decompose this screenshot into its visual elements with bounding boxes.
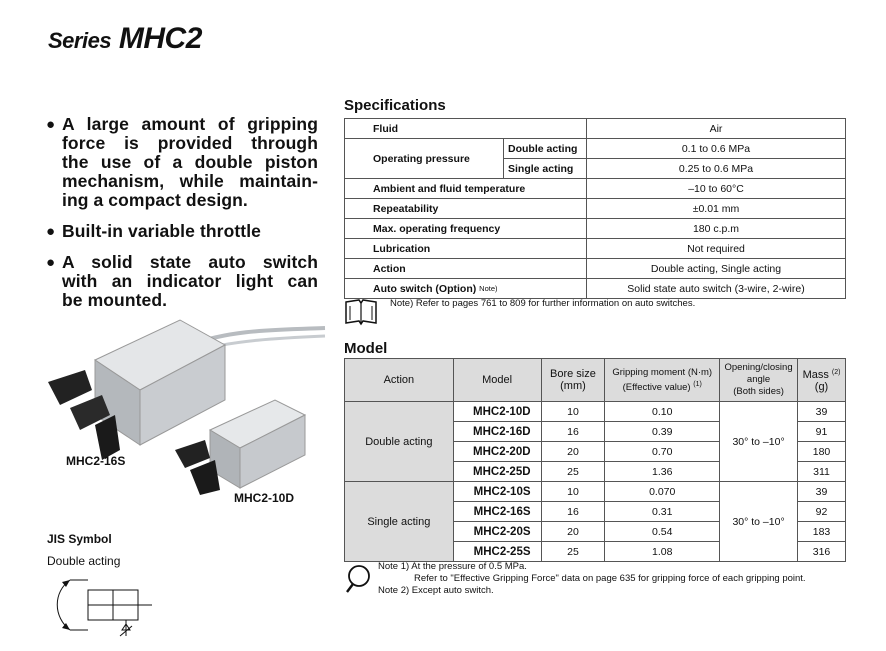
mass-cell: 39 <box>798 402 846 422</box>
spec-label: Ambient and fluid temperature <box>345 179 587 199</box>
col-header-model: Model <box>453 359 541 402</box>
bullet-icon: ● <box>46 223 56 240</box>
note-reference: Note) <box>479 283 498 293</box>
feature-line: A solid state auto switch <box>62 252 318 272</box>
series-name: MHC2 <box>118 22 202 55</box>
spec-value: 0.25 to 0.6 MPa <box>587 159 846 179</box>
page-title <box>48 22 202 56</box>
action-group-double: Double acting <box>345 402 454 482</box>
mass-cell: 92 <box>798 502 846 522</box>
mass-cell: 39 <box>798 482 846 502</box>
mass-cell: 311 <box>798 462 846 482</box>
spec-value: ±0.01 mm <box>587 199 846 219</box>
mass-cell: 316 <box>798 542 846 562</box>
model-cell: MHC2-20S <box>453 522 541 542</box>
table-row <box>345 402 846 422</box>
footnote-1: Note 1) At the pressure of 0.5 MPa. <box>378 561 527 572</box>
col-header-mass <box>798 359 846 402</box>
feature-text: Built-in variable throttle <box>62 221 262 241</box>
spec-label: Repeatability <box>345 199 587 219</box>
model-cell: MHC2-20D <box>453 442 541 462</box>
spec-value: –10 to 60°C <box>587 179 846 199</box>
feature-line: ing a compact design. <box>62 190 248 210</box>
header-line: (mm) <box>560 380 586 392</box>
spec-label-text: Auto switch (Option) <box>373 282 477 295</box>
note-reference: (1) <box>693 380 702 388</box>
bore-cell: 25 <box>541 542 605 562</box>
feature-line: with an indicator light can <box>62 271 318 291</box>
header-line: angle <box>746 374 771 385</box>
model-cell: MHC2-10D <box>453 402 541 422</box>
product-label-large: MHC2-16S <box>66 454 126 468</box>
bore-cell: 25 <box>541 462 605 482</box>
bore-cell: 10 <box>541 482 605 502</box>
feature-text <box>62 115 318 210</box>
series-prefix: Series <box>48 28 112 53</box>
spec-value: Double acting, Single acting <box>587 259 846 279</box>
table-row <box>345 219 846 239</box>
jis-symbol-icon <box>48 572 158 638</box>
spec-label: Lubrication <box>345 239 587 259</box>
footnote-2: Note 2) Except auto switch. <box>378 585 494 596</box>
header-line: (Effective value) <box>622 381 691 393</box>
moment-cell: 0.70 <box>605 442 720 462</box>
mass-cell: 183 <box>798 522 846 542</box>
moment-cell: 0.54 <box>605 522 720 542</box>
col-header-action: Action <box>345 359 454 402</box>
spec-label: Fluid <box>345 119 587 139</box>
table-row <box>345 199 846 219</box>
table-header-row <box>345 359 846 402</box>
table-row <box>345 482 846 502</box>
moment-cell: 0.070 <box>605 482 720 502</box>
jis-symbol-title: JIS Symbol <box>47 532 112 546</box>
spec-label: Operating pressure <box>345 139 504 179</box>
header-line: Bore size <box>550 368 596 380</box>
spec-sublabel: Single acting <box>504 159 587 179</box>
bore-cell: 20 <box>541 522 605 542</box>
feature-line: A large amount of gripping <box>62 114 318 134</box>
spec-label <box>345 279 587 299</box>
table-row <box>345 279 846 299</box>
table-row <box>345 139 846 159</box>
table-row <box>345 119 846 139</box>
col-header-moment <box>605 359 720 402</box>
header-line: Opening/closing <box>724 362 793 373</box>
model-table <box>344 358 846 562</box>
specifications-table <box>344 118 846 299</box>
header-line: Mass <box>802 369 829 381</box>
table-row <box>345 179 846 199</box>
model-cell: MHC2-10S <box>453 482 541 502</box>
model-title: Model <box>344 340 388 357</box>
bore-cell: 10 <box>541 402 605 422</box>
mass-cell: 91 <box>798 422 846 442</box>
jis-symbol-subtitle: Double acting <box>47 554 121 568</box>
feature-line: be mounted. <box>62 290 168 310</box>
feature-item <box>46 115 318 210</box>
magnifier-icon <box>344 564 374 594</box>
specifications-title: Specifications <box>344 97 446 114</box>
angle-cell: 30° to –10° <box>720 482 798 562</box>
spec-value: Air <box>587 119 846 139</box>
moment-cell: 1.36 <box>605 462 720 482</box>
book-icon <box>344 298 378 326</box>
spec-label: Max. operating frequency <box>345 219 587 239</box>
feature-line: mechanism, while maintain- <box>62 171 318 191</box>
table-row <box>345 259 846 279</box>
spec-footnote: Note) Refer to pages 761 to 809 for further information on auto switches. <box>390 298 696 309</box>
bore-cell: 16 <box>541 502 605 522</box>
moment-cell: 0.31 <box>605 502 720 522</box>
bullet-icon: ● <box>46 116 56 133</box>
angle-cell: 30° to –10° <box>720 402 798 482</box>
table-row <box>345 239 846 259</box>
mass-cell: 180 <box>798 442 846 462</box>
spec-value: Solid state auto switch (3-wire, 2-wire) <box>587 279 846 299</box>
note-reference: (2) <box>831 369 841 376</box>
feature-item <box>46 222 318 241</box>
header-line: (Both sides) <box>733 386 784 397</box>
feature-line: the use of a double piston <box>62 152 318 172</box>
moment-cell: 0.39 <box>605 422 720 442</box>
moment-cell: 1.08 <box>605 542 720 562</box>
product-label-small: MHC2-10D <box>234 491 295 505</box>
spec-value: 0.1 to 0.6 MPa <box>587 139 846 159</box>
col-header-bore <box>541 359 605 402</box>
bore-cell: 20 <box>541 442 605 462</box>
model-footnotes <box>378 561 806 597</box>
product-image <box>40 290 330 515</box>
footnote-1-detail: Refer to "Effective Gripping Force" data on page 635 for gripping force of each gripping point. <box>414 573 806 584</box>
feature-line: force is provided through <box>62 133 318 153</box>
bullet-icon: ● <box>46 254 56 271</box>
col-header-angle <box>720 359 798 402</box>
header-line: Gripping moment (N·m) <box>612 366 713 378</box>
model-cell: MHC2-25D <box>453 462 541 482</box>
model-cell: MHC2-16S <box>453 502 541 522</box>
spec-value: 180 c.p.m <box>587 219 846 239</box>
model-cell: MHC2-16D <box>453 422 541 442</box>
spec-value: Not required <box>587 239 846 259</box>
action-group-single: Single acting <box>345 482 454 562</box>
bore-cell: 16 <box>541 422 605 442</box>
spec-label: Action <box>345 259 587 279</box>
moment-cell: 0.10 <box>605 402 720 422</box>
spec-sublabel: Double acting <box>504 139 587 159</box>
header-line: (g) <box>814 381 829 393</box>
model-cell: MHC2-25S <box>453 542 541 562</box>
